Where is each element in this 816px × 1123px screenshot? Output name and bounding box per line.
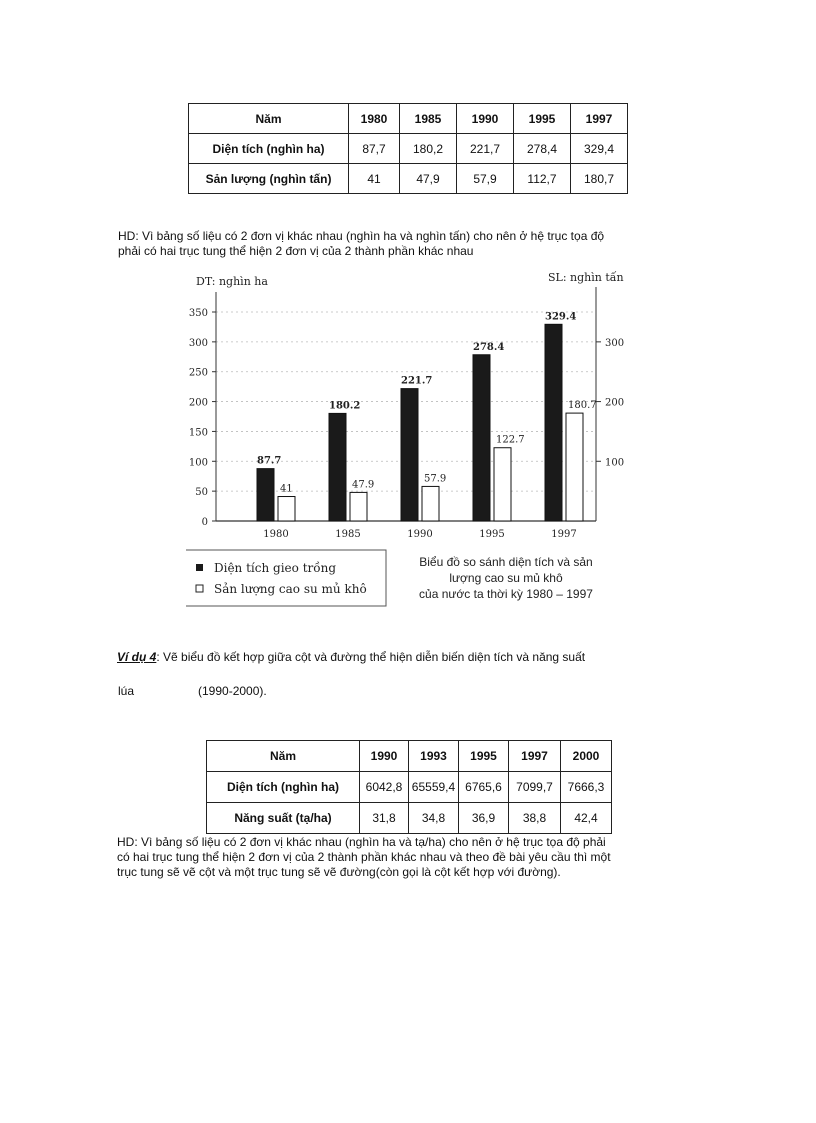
table-header-row <box>189 104 628 134</box>
example-label: Ví dụ 4 <box>117 650 157 664</box>
right-tick-label: 300 <box>605 337 625 349</box>
legend-label: Diện tích gieo trồng <box>214 561 336 575</box>
table-cell: 41 <box>349 164 400 194</box>
table-cell: 180,2 <box>400 134 457 164</box>
bar-value-label: 278.4 <box>473 341 505 353</box>
header-cell: 1995 <box>514 104 571 134</box>
table-row <box>207 803 612 834</box>
table-cell: 47,9 <box>400 164 457 194</box>
bar-value-label: 122.7 <box>496 434 525 446</box>
table-cell: 221,7 <box>457 134 514 164</box>
example-text: : Vẽ biểu đồ kết hợp giữa cột và đường thể hiện diễn biến diện tích và năng suất <box>156 650 586 664</box>
bar-output <box>494 448 511 521</box>
x-tick-label: 1990 <box>407 529 433 540</box>
row-label: Diện tích (nghìn ha) <box>207 772 360 803</box>
bar-area <box>545 324 562 521</box>
table-header-row <box>207 741 612 772</box>
hint-line: HD: Vì bảng số liệu có 2 đơn vị khác nhau (nghìn ha và nghìn tấn) cho nên ở hệ trục tọa độ <box>118 229 605 243</box>
header-cell: Năm <box>189 104 349 134</box>
chart-caption: lượng cao su mủ khô <box>449 571 563 585</box>
left-tick-label: 100 <box>188 457 208 469</box>
right-axis-label: SL: nghìn tấn <box>548 271 624 284</box>
table-cell: 42,4 <box>561 803 612 834</box>
left-axis-label: DT: nghìn ha <box>196 275 268 288</box>
bar-value-label: 180.7 <box>568 400 597 412</box>
rice-data-table <box>206 740 612 834</box>
table-cell: 57,9 <box>457 164 514 194</box>
header-cell: 1990 <box>360 741 409 772</box>
table-cell: 7666,3 <box>561 772 612 803</box>
bar-value-label: 221.7 <box>401 375 433 387</box>
header-cell: 1980 <box>349 104 400 134</box>
left-tick-label: 50 <box>195 487 208 499</box>
hint-paragraph-1 <box>118 229 604 259</box>
row-label: Diện tích (nghìn ha) <box>189 134 349 164</box>
header-cell: Năm <box>207 741 360 772</box>
table-cell: 6042,8 <box>360 772 409 803</box>
example-4-heading <box>117 650 585 665</box>
example-word: lúa <box>118 684 135 698</box>
table-cell: 65559,4 <box>409 772 459 803</box>
header-cell: 1995 <box>459 741 509 772</box>
rubber-bar-chart <box>186 265 636 610</box>
bar-output <box>350 492 367 521</box>
table-cell: 87,7 <box>349 134 400 164</box>
bar-area <box>257 469 274 521</box>
header-cell: 2000 <box>561 741 612 772</box>
bar-output <box>278 497 295 521</box>
table-cell: 278,4 <box>514 134 571 164</box>
example-years: (1990-2000). <box>198 684 267 698</box>
table-cell: 34,8 <box>409 803 459 834</box>
rubber-data-table <box>188 103 628 194</box>
x-tick-label: 1980 <box>263 529 289 540</box>
header-cell: 1997 <box>571 104 628 134</box>
legend-label: Sản lượng cao su mủ khô <box>214 582 367 596</box>
header-cell: 1990 <box>457 104 514 134</box>
right-tick-label: 200 <box>605 397 625 409</box>
hint-line: trục tung sẽ vẽ cột và một trục tung sẽ vẽ đường(còn gọi là cột kết hợp với đường). <box>117 865 561 879</box>
bar-output <box>422 486 439 521</box>
hint-line: có hai trục tung thể hiện 2 đơn vị của 2 thành phần khác nhau và theo đề bài yêu cầu thì một <box>117 850 611 864</box>
header-cell: 1993 <box>409 741 459 772</box>
left-tick-label: 350 <box>188 308 208 319</box>
left-tick-label: 250 <box>188 367 208 379</box>
bar-value-label: 180.2 <box>329 400 361 412</box>
table-cell: 180,7 <box>571 164 628 194</box>
bar-value-label: 329.4 <box>545 311 577 323</box>
bar-value-label: 47.9 <box>352 479 375 491</box>
table-cell: 6765,6 <box>459 772 509 803</box>
table-row <box>207 772 612 803</box>
row-label: Năng suất (tạ/ha) <box>207 803 360 834</box>
chart-caption: của nước ta thời kỳ 1980 – 1997 <box>419 587 593 601</box>
bar-area <box>473 355 490 521</box>
x-tick-label: 1997 <box>551 529 577 540</box>
left-tick-label: 0 <box>201 517 208 528</box>
table-cell: 36,9 <box>459 803 509 834</box>
right-tick-label: 100 <box>605 457 625 469</box>
table-cell: 38,8 <box>509 803 561 834</box>
row-label: Sản lượng (nghìn tấn) <box>189 164 349 194</box>
table-cell: 7099,7 <box>509 772 561 803</box>
hint-line: HD: Vì bảng số liệu có 2 đơn vị khác nhau (nghìn ha và tạ/ha) cho nên ở hệ trục tọa độ phải <box>117 835 606 849</box>
bar-value-label: 57.9 <box>424 473 447 485</box>
example-4-line-2 <box>118 684 267 699</box>
table-cell: 31,8 <box>360 803 409 834</box>
bar-output <box>566 413 583 521</box>
bar-area <box>401 389 418 521</box>
bar-area <box>329 413 346 521</box>
left-tick-label: 300 <box>188 337 208 349</box>
left-tick-label: 150 <box>188 427 208 439</box>
legend-swatch-area <box>196 564 203 571</box>
legend-swatch-output <box>196 585 203 592</box>
header-cell: 1985 <box>400 104 457 134</box>
legend-box <box>186 550 386 606</box>
x-tick-label: 1985 <box>335 529 361 540</box>
x-tick-label: 1995 <box>479 529 505 540</box>
table-cell: 112,7 <box>514 164 571 194</box>
bar-value-label: 87.7 <box>257 455 282 467</box>
bar-value-label: 41 <box>280 483 293 495</box>
table-row <box>189 164 628 194</box>
table-row <box>189 134 628 164</box>
header-cell: 1997 <box>509 741 561 772</box>
table-cell: 329,4 <box>571 134 628 164</box>
hint-paragraph-2 <box>117 835 611 880</box>
chart-caption: Biểu đồ so sánh diện tích và sản <box>419 555 593 569</box>
left-tick-label: 200 <box>188 397 208 409</box>
hint-line: phải có hai trục tung thể hiện 2 đơn vị của 2 thành phần khác nhau <box>118 244 474 258</box>
